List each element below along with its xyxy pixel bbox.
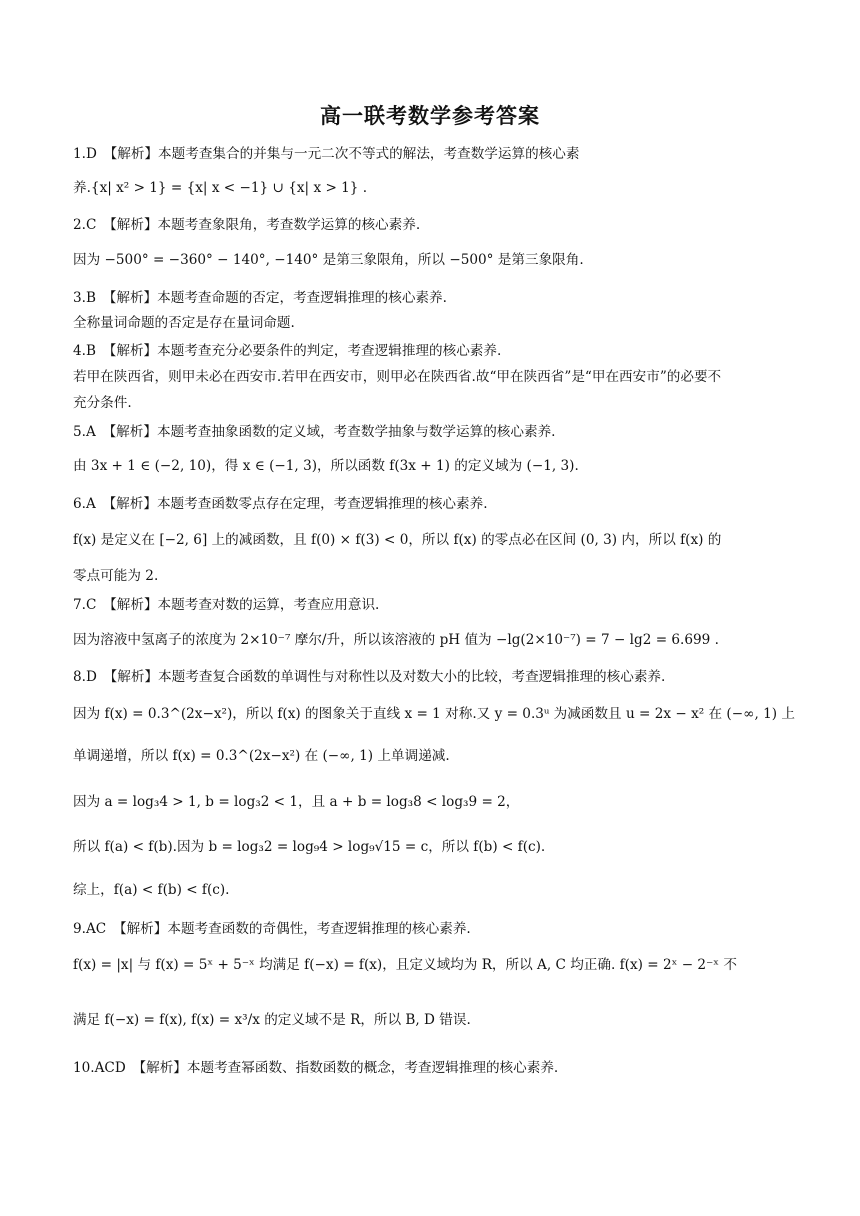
answer-line-q6-head: 6.A 【解析】本题考查函数零点存在定理，考查逻辑推理的核心素养. [73, 496, 488, 512]
answer-line-q2-body: 因为 −500° = −360° − 140°, −140° 是第三象限角，所以 −500° 是第三象限角. [73, 252, 584, 268]
answer-line-q9-body2: 满足 f(−x) = f(x), f(x) = x³/x 的定义域不是 R，所以 B, D 错误. [73, 1012, 471, 1028]
answer-line-q5-body: 由 3x + 1 ∈ (−2, 10)，得 x ∈ (−1, 3)，所以函数 f(3x + 1) 的定义域为 (−1, 3). [73, 458, 579, 474]
answer-line-q8-head: 8.D 【解析】本题考查复合函数的单调性与对称性以及对数大小的比较，考查逻辑推理的核心素养. [73, 669, 666, 685]
answer-line-q4-body1: 若甲在陕西省，则甲未必在西安市.若甲在西安市，则甲必在陕西省.故“甲在陕西省”是“甲在西安市”的必要不 [73, 369, 722, 385]
answer-line-q4-head: 4.B 【解析】本题考查充分必要条件的判定，考查逻辑推理的核心素养. [73, 343, 502, 359]
answer-line-q6-body2: 零点可能为 2. [73, 568, 159, 584]
page-title: 高一联考数学参考答案 [320, 104, 540, 128]
answer-line-q3-head: 3.B 【解析】本题考查命题的否定，考查逻辑推理的核心素养. [73, 290, 447, 306]
answer-line-q10-head: 10.ACD 【解析】本题考查幂函数、指数函数的概念，考查逻辑推理的核心素养. [73, 1060, 559, 1076]
answer-line-q8-body1: 因为 f(x) = 0.3^(2x−x²)，所以 f(x) 的图象关于直线 x = 1 对称.又 y = 0.3ᵘ 为减函数且 u = 2x − x² 在 (−∞, 1) 上 [73, 706, 795, 722]
answer-line-q3-body: 全称量词命题的否定是存在量词命题. [73, 315, 295, 331]
answer-line-q7-body: 因为溶液中氢离子的浓度为 2×10⁻⁷ 摩尔/升，所以该溶液的 pH 值为 −lg(2×10⁻⁷) = 7 − lg2 = 6.699 . [73, 632, 719, 648]
answer-line-q4-body2: 充分条件. [73, 395, 132, 411]
answer-line-q5-head: 5.A 【解析】本题考查抽象函数的定义域，考查数学抽象与数学运算的核心素养. [73, 424, 556, 440]
answer-line-q9-head: 9.AC 【解析】本题考查函数的奇偶性，考查逻辑推理的核心素养. [73, 921, 471, 937]
answer-line-q8-body4: 所以 f(a) < f(b).因为 b = log₃2 = log₉4 > log₉√15 = c，所以 f(b) < f(c). [73, 839, 546, 855]
answer-line-q8-body5: 综上，f(a) < f(b) < f(c). [73, 882, 230, 898]
answer-line-q1-body: 养.{x| x² > 1} = {x| x < −1} ∪ {x| x > 1} . [73, 180, 368, 196]
answer-line-q9-body1: f(x) = |x| 与 f(x) = 5ˣ + 5⁻ˣ 均满足 f(−x) = f(x)，且定义域均为 R，所以 A, C 均正确. f(x) = 2ˣ − 2⁻ˣ 不 [73, 957, 737, 973]
answer-line-q8-body2: 单调递增，所以 f(x) = 0.3^(2x−x²) 在 (−∞, 1) 上单调递减. [73, 748, 450, 764]
answer-line-q8-body3: 因为 a = log₃4 > 1, b = log₃2 < 1，且 a + b = log₃8 < log₃9 = 2， [73, 794, 520, 810]
answer-line-q6-body1: f(x) 是定义在 [−2, 6] 上的减函数，且 f(0) × f(3) < 0，所以 f(x) 的零点必在区间 (0, 3) 内，所以 f(x) 的 [73, 532, 722, 548]
answer-line-q1-head: 1.D 【解析】本题考查集合的并集与一元二次不等式的解法，考查数学运算的核心素 [73, 146, 580, 162]
answer-line-q7-head: 7.C 【解析】本题考查对数的运算，考查应用意识. [73, 597, 380, 613]
answer-line-q2-head: 2.C 【解析】本题考查象限角，考查数学运算的核心素养. [73, 217, 421, 233]
